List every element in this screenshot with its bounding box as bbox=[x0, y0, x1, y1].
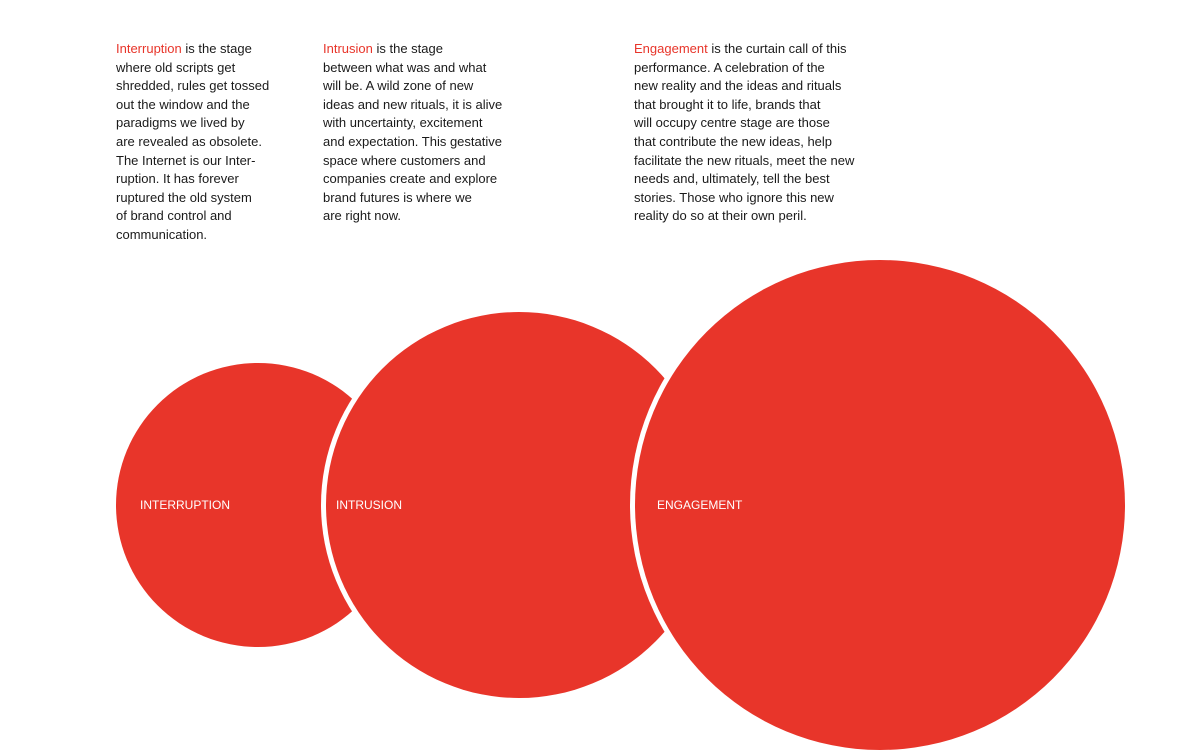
engagement-circle-label: ENGAGEMENT bbox=[657, 498, 743, 512]
text-line: that contribute the new ideas, help bbox=[634, 133, 833, 149]
interruption-circle-label: INTERRUPTION bbox=[140, 498, 230, 512]
text-line: and expectation. This gestative bbox=[323, 133, 502, 149]
text-line: between what was and what bbox=[323, 59, 487, 75]
text-line: that brought it to life, brands that bbox=[634, 96, 821, 112]
text-line: communication. bbox=[116, 226, 208, 242]
text-line: ruptured the old system bbox=[116, 189, 252, 205]
text-line: out the window and the bbox=[116, 96, 250, 112]
text-line: of brand control and bbox=[116, 208, 232, 224]
text-line: is the curtain call of this bbox=[707, 41, 847, 56]
text-line: shredded, rules get tossed bbox=[116, 78, 270, 94]
engagement-keyword: Engagement bbox=[634, 41, 708, 56]
intrusion-circle-label: INTRUSION bbox=[336, 498, 402, 512]
text-line: will occupy centre stage are those bbox=[634, 115, 830, 131]
text-line: where old scripts get bbox=[116, 59, 236, 75]
text-line: will be. A wild zone of new bbox=[323, 78, 474, 94]
text-line: companies create and explore bbox=[323, 171, 498, 187]
text-line: needs and, ultimately, tell the best bbox=[634, 171, 830, 187]
text-line: is the stage bbox=[372, 41, 443, 56]
text-line: The Internet is our Inter- bbox=[116, 152, 256, 168]
text-line: ideas and new rituals, it is alive bbox=[323, 96, 503, 112]
text-line: brand futures is where we bbox=[323, 189, 472, 205]
text-line: is the stage bbox=[181, 41, 252, 56]
text-line: performance. A celebration of the bbox=[634, 59, 825, 75]
text-line: are revealed as obsolete. bbox=[116, 133, 262, 149]
text-line: facilitate the new rituals, meet the new bbox=[634, 152, 855, 168]
text-line: ruption. It has forever bbox=[116, 171, 239, 187]
interruption-keyword: Interruption bbox=[116, 41, 182, 56]
text-line: with uncertainty, excitement bbox=[323, 115, 483, 131]
text-line: space where customers and bbox=[323, 152, 486, 168]
text-line: are right now. bbox=[323, 208, 402, 224]
text-line: reality do so at their own peril. bbox=[634, 208, 807, 224]
text-line: new reality and the ideas and rituals bbox=[634, 78, 842, 94]
intrusion-keyword: Intrusion bbox=[323, 41, 373, 56]
text-line: paradigms we lived by bbox=[116, 115, 245, 131]
text-line: stories. Those who ignore this new bbox=[634, 189, 834, 205]
